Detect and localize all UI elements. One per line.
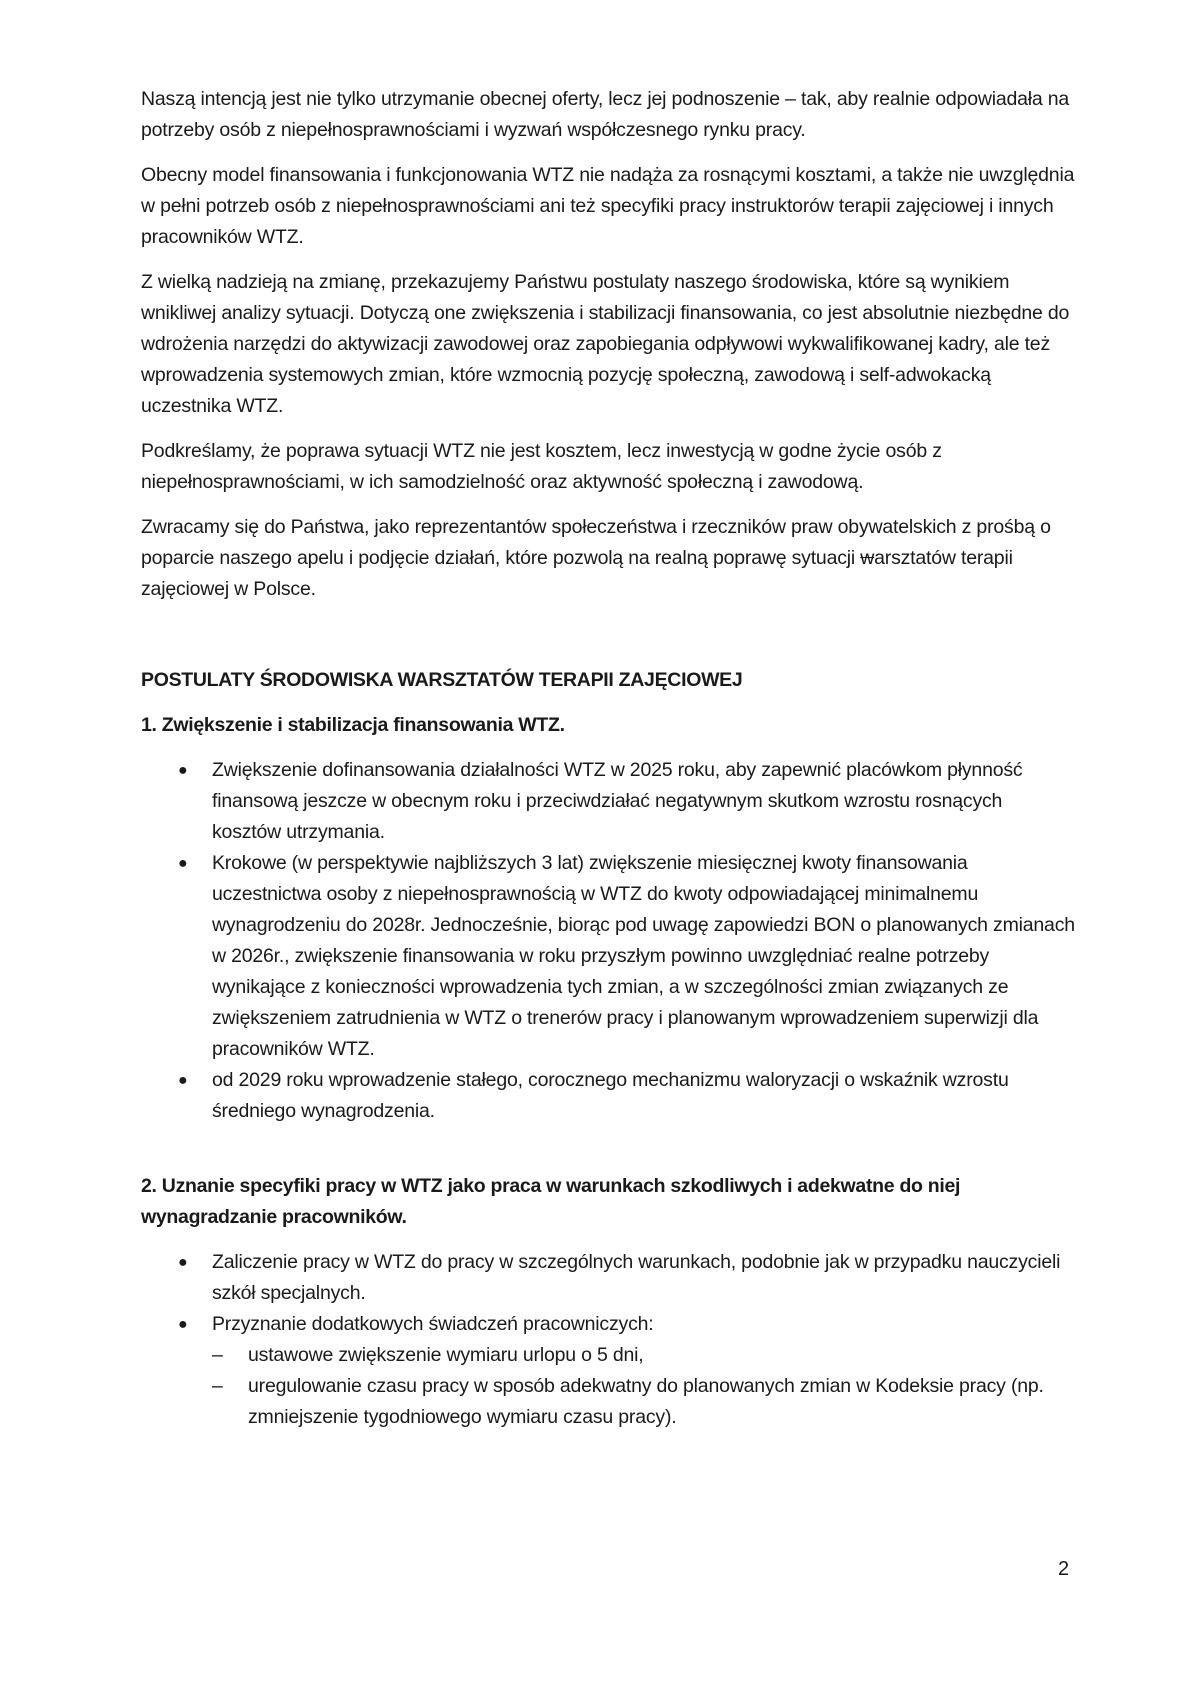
paragraph-intention: Naszą intencją jest nie tylko utrzymanie obecnej oferty, lecz jej podnoszenie – tak, aby realnie odpowiadała na potrzeby osób z niepełnosprawnościami i wyzwań współczesnego rynku pracy. <box>141 88 1070 141</box>
bullet-icon: ● <box>178 762 188 779</box>
section-2-title: 2. Uznanie specyfiki pracy w WTZ jako praca w warunkach szkodliwych i adekwatne do niej wynagradzanie pracowników. <box>141 1175 961 1228</box>
section-2-list <box>141 1247 1076 1433</box>
bullet-icon: ● <box>178 1254 188 1271</box>
closing-text-before: Zwracamy się do Państwa, jako reprezentantów społeczeństwa i rzeczników praw obywatelskich z prośbą o poparcie naszego apelu i podjęcie działań, które pozwolą na realną poprawę sytuacji <box>141 516 1051 569</box>
struck-letter: w <box>860 547 875 569</box>
sub-list <box>212 1340 1076 1433</box>
sub-list-item-text: ustawowe zwiększenie wymiaru urlopu o 5 dni, <box>248 1344 644 1366</box>
document-page <box>141 84 1076 1433</box>
list-item <box>141 755 1076 848</box>
paragraph-postulates-intro: Z wielką nadzieją na zmianę, przekazujemy Państwu postulaty naszego środowiska, które są wynikiem wnikliwej analizy sytuacji. Dotyczą one zwiększenia i stabilizacji finansowania, co jest absolutnie niezbędne do wdrożenia narzędzi do aktywizacji zawodowej oraz zapobiegania odpływowi wykwalifikowanej kadry, ale też wprowadzenia systemowych zmian, które wzmocnią pozycję społeczną, zawodową i self-adwokacką uczestnika WTZ. <box>141 271 1070 417</box>
list-item <box>141 1247 1076 1309</box>
list-item <box>141 1309 1076 1433</box>
paragraph-funding-model: Obecny model finansowania i funkcjonowania WTZ nie nadąża za rosnącymi kosztami, a także nie uwzględnia w pełni potrzeb osób z niepełnosprawnościami ani też specyfiki pracy instruktorów terapii zajęciowej i innych pracowników WTZ. <box>141 164 1075 248</box>
list-item-text: Zaliczenie pracy w WTZ do pracy w szczególnych warunkach, podobnie jak w przypadku nauczycieli szkół specjalnych. <box>212 1251 1061 1304</box>
section-1-title: 1. Zwiększenie i stabilizacja finansowania WTZ. <box>141 714 565 736</box>
dash-icon: – <box>212 1344 223 1366</box>
paragraph-investment: Podkreślamy, że poprawa sytuacji WTZ nie jest kosztem, lecz inwestycją w godne życie osób z niepełnosprawnościami, w ich samodzielność oraz aktywność społeczną i zawodową. <box>141 440 942 493</box>
list-item-text: Krokowe (w perspektywie najbliższych 3 lat) zwiększenie miesięcznej kwoty finansowania uczestnictwa osoby z niepełnosprawnością w WTZ do kwoty odpowiadającej minimalnemu wynagrodzeniu do 2028r. Jednocześnie, biorąc pod uwagę zapowiedzi BON o planowanych zmianach w 2026r., zwiększenie finansowania w roku przyszłym powinno uwzględniać realne potrzeby wynikające z konieczności wprowadzenia tych zmian, a w szczególności zmian związanych ze zwiększeniem zatrudnienia w WTZ o trenerów pracy i planowanym wprowadzeniem superwizji dla pracowników WTZ. <box>212 852 1075 1060</box>
bullet-icon: ● <box>178 1072 188 1089</box>
list-item-text: Zwiększenie dofinansowania działalności WTZ w 2025 roku, aby zapewnić placówkom płynność finansową jeszcze w obecnym roku i przeciwdziałać negatywnym skutkom wzrostu rosnących kosztów utrzymania. <box>212 759 1023 843</box>
section-1-list <box>141 755 1076 1127</box>
paragraph-closing-appeal <box>141 512 1076 605</box>
sub-list-item <box>212 1371 1076 1433</box>
sub-list-item-text: uregulowanie czasu pracy w sposób adekwatny do planowanych zmian w Kodeksie pracy (np. zmniejszenie tygodniowego wymiaru czasu pracy). <box>248 1375 1044 1428</box>
list-item-text: Przyznanie dodatkowych świadczeń pracowniczych: <box>212 1313 654 1335</box>
dash-icon: – <box>212 1375 223 1397</box>
bullet-icon: ● <box>178 1316 188 1333</box>
postulates-heading: POSTULATY ŚRODOWISKA WARSZTATÓW TERAPII ZAJĘCIOWEJ <box>141 669 743 691</box>
page-number: 2 <box>1058 1558 1070 1580</box>
list-item <box>141 848 1076 1065</box>
sub-list-item <box>212 1340 1076 1371</box>
closing-text-after: arsztatów terapii zajęciowej w Polsce. <box>141 547 1013 600</box>
list-item-text: od 2029 roku wprowadzenie stałego, corocznego mechanizmu waloryzacji o wskaźnik wzrostu średniego wynagrodzenia. <box>212 1069 1009 1122</box>
bullet-icon: ● <box>178 855 188 872</box>
list-item <box>141 1065 1076 1127</box>
